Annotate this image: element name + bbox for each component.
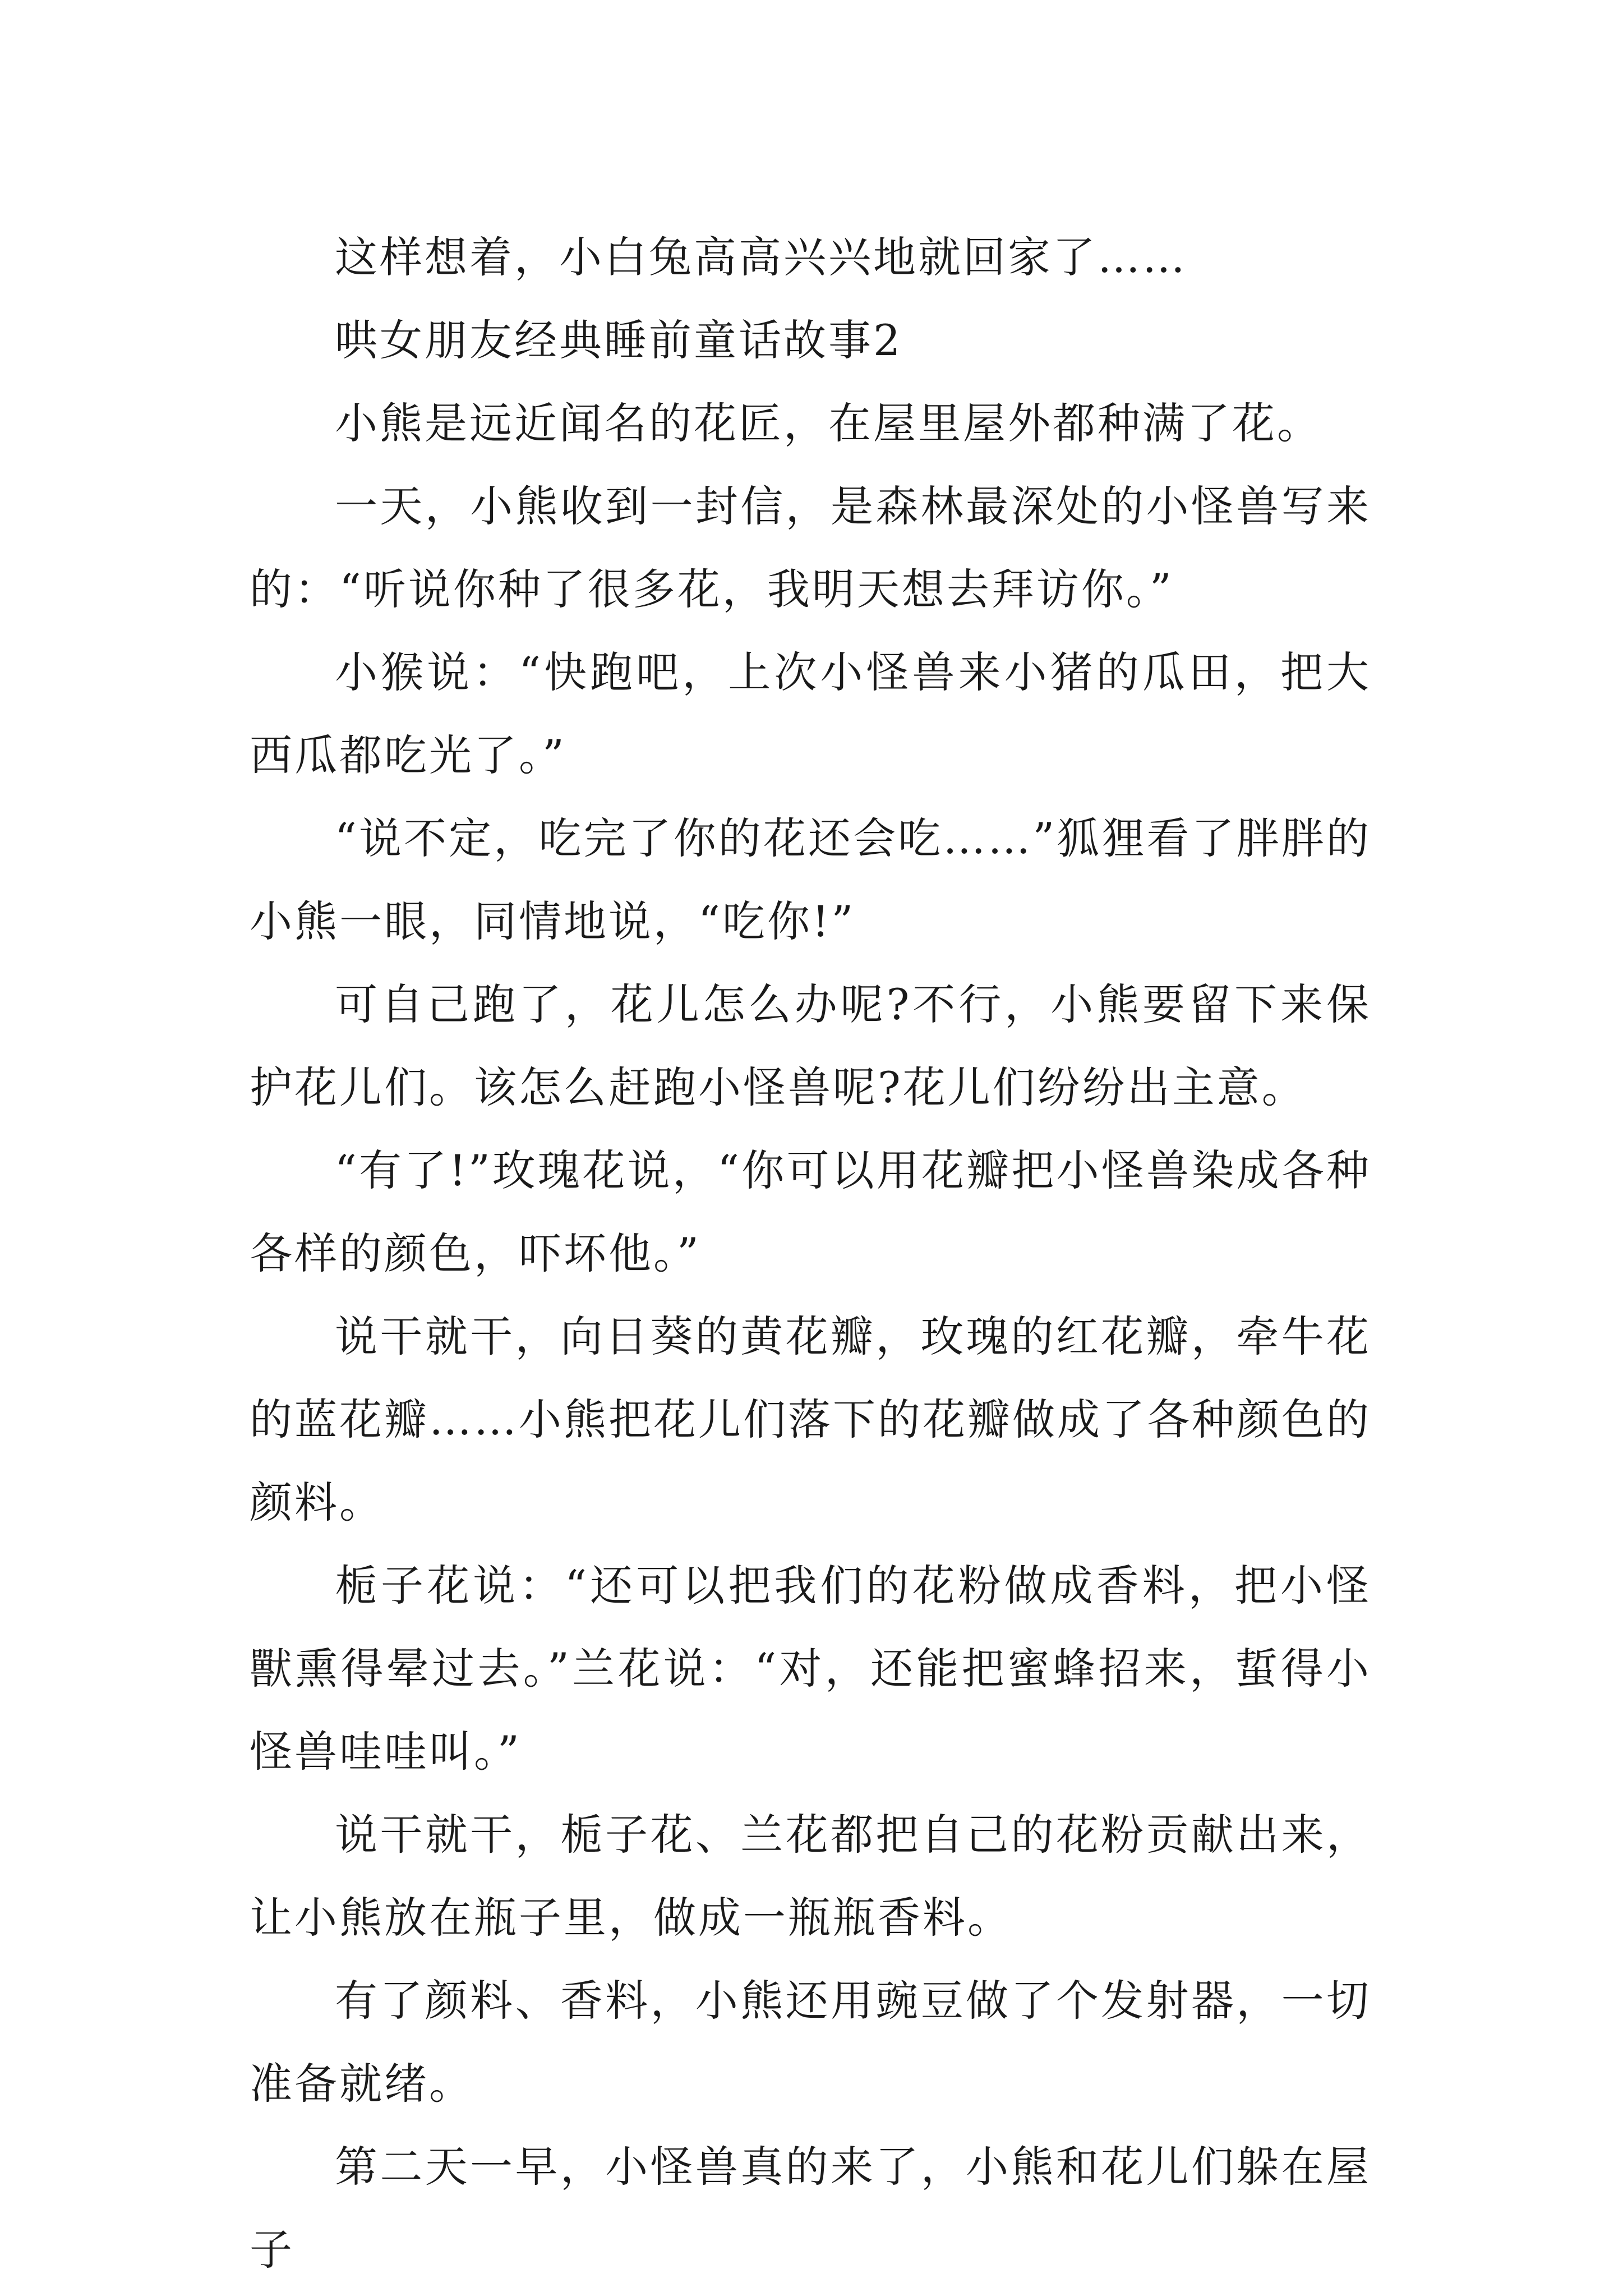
paragraph: 小熊是远近闻名的花匠，在屋里屋外都种满了花。 bbox=[335, 398, 1322, 448]
story-heading: 哄女朋友经典睡前童话故事2 bbox=[335, 315, 903, 365]
paragraph: 小猴说：“快跑吧，上次小怪兽来小猪的瓜田，把大西瓜都吃光了。” bbox=[250, 647, 1371, 780]
paragraph: “说不定，吃完了你的花还会吃……”狐狸看了胖胖的小熊一眼，同情地说，“吃你!” bbox=[250, 813, 1371, 946]
paragraph: 可自己跑了，花儿怎么办呢?不行，小熊要留下来保护花儿们。该怎么赶跑小怪兽呢?花儿们纷纷出主意。 bbox=[250, 979, 1371, 1112]
document-body bbox=[250, 216, 1371, 2292]
paragraph: 有了颜料、香料，小熊还用豌豆做了个发射器，一切准备就绪。 bbox=[250, 1976, 1371, 2109]
paragraph: 栀子花说：“还可以把我们的花粉做成香料，把小怪獸熏得晕过去。”兰花说：“对，还能把蜜蜂招来，蜇得小怪兽哇哇叫。” bbox=[250, 1561, 1371, 1777]
paragraph: “有了!”玫瑰花说，“你可以用花瓣把小怪兽染成各种各样的颜色，吓坏他。” bbox=[250, 1145, 1371, 1278]
paragraph: 这样想着，小白兔高高兴兴地就回家了…… bbox=[335, 232, 1187, 282]
paragraph: 第二天一早，小怪兽真的来了，小熊和花儿们躲在屋子 bbox=[250, 2142, 1371, 2275]
paragraph: 说干就干，向日葵的黄花瓣，玫瑰的红花瓣，牵牛花的蓝花瓣……小熊把花儿们落下的花瓣做成了各种颜色的颜料。 bbox=[250, 1312, 1371, 1527]
paragraph: 一天，小熊收到一封信，是森林最深处的小怪兽写来的：“听说你种了很多花，我明天想去拜访你。” bbox=[250, 481, 1371, 614]
paragraph: 说干就干，栀子花、兰花都把自己的花粉贡献出来，让小熊放在瓶子里，做成一瓶瓶香料。 bbox=[250, 1810, 1371, 1943]
